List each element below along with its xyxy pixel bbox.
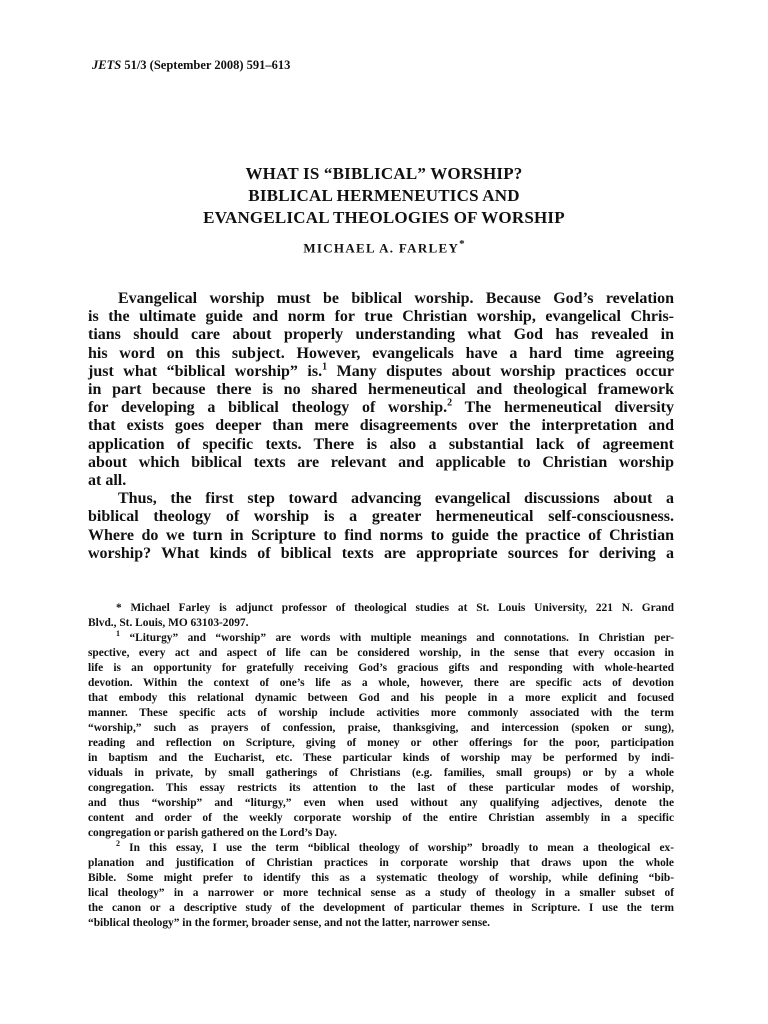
footnote-mark-1: 1 [116,629,120,639]
footnote-line: viduals in private, by small gatherings of Christians (e.g. families, small groups) or by a whole [88,767,674,779]
footnote-line: reading and reflection on Scripture, giving of money or other offerings for the poor, participation [88,737,674,749]
footnote-line: “biblical theology” in the former, broader sense, and not the latter, narrower sense. [88,917,491,929]
footnote-line: Blvd., St. Louis, MO 63103-2097. [88,617,249,629]
body-line: about which biblical texts are relevant and applicable to Christian worship [88,453,674,471]
footnote-line: lical theology” in a narrower or more technical sense as a study of theology in a smaller subset of [88,887,674,899]
footnotes [88,601,674,931]
body-line: is the ultimate guide and norm for true Christian worship, evangelical Chris- [88,308,674,326]
footnote-line: planation and justification of Christian practices in corporate worship that draws upon the whole [88,857,674,869]
body-line: at all. [88,472,127,490]
footnote-line: and thus “worship” and “liturgy,” even when used without any qualifying adjectives, denote the [88,797,674,809]
footnote-line: devotion. Within the context of one’s life as a whole, however, there are specific acts of devotion [88,677,674,689]
body-line: that exists goes deeper than mere disagreements over the interpretation and [88,417,674,435]
title-line-3: EVANGELICAL THEOLOGIES OF WORSHIP [203,208,565,227]
body-line: tians should care about properly understanding what God has revealed in [88,326,674,344]
body-line: just what “biblical worship” is.$^1$ Many disputes about worship practices occur [88,361,674,380]
body-line: in part because there is no shared hermeneutical and theological framework [88,381,674,399]
footnote-ref-2[interactable]: 2 [447,397,453,409]
footnote-line: in baptism and the Eucharist, etc. These particular kinds of worship may be performed by indi- [88,752,674,764]
article-body [88,290,674,563]
title-line-2: BIBLICAL HERMENEUTICS AND [248,186,520,205]
footnote-line: congregation. This essay restricts its attention to the last of these particular modes of worship, [88,782,674,794]
body-line: worship? What kinds of biblical texts are appropriate sources for deriving a [88,544,674,562]
article-title [92,163,676,229]
body-line: biblical theology of worship is a greater hermeneutical self-consciousness. [88,508,674,526]
body-line: application of specific texts. There is also a substantial lack of agreement [88,435,674,453]
footnote-mark-2: 2 [116,839,120,849]
footnote-line: congregation or parish gathered on the Lord’s Day. [88,827,337,839]
journal-issue: 51/3 (September 2008) 591–613 [121,58,291,72]
author-footnote-mark: * [459,238,465,250]
footnote-line: spective, every act and aspect of life can be considered worship, in the sense that every occasion in [88,647,674,659]
body-line: Where do we turn in Scripture to find norms to guide the practice of Christian [88,526,674,544]
body-line: for developing a biblical theology of worship.$^2$ The hermeneutical diversity [88,397,674,417]
author-name: MICHAEL A. FARLEY [303,240,460,256]
title-line-1: WHAT IS “BIBLICAL” WORSHIP? [245,164,523,183]
footnote-line: $^1$ “Liturgy” and “worship” are words with multiple meanings and connotations. In Christian per- [116,629,674,644]
footnote-line: life is an opportunity for gratefully receiving God’s gracious gifts and responding with whole-hearted [88,662,674,674]
footnote-line: the canon or a descriptive study of the development of particular themes in Scripture. I use the term [88,902,674,914]
footnote-line: Bible. Some might prefer to identify this as a systematic theology of worship, while defining “bib- [88,872,674,884]
body-line: Thus, the first step toward advancing evangelical discussions about a [118,490,674,508]
footnote-line: that embody this relational dynamic between God and his people in a more explicit and focused [88,692,674,704]
article-author [92,238,676,256]
journal-citation [92,58,290,73]
footnote-line: content and order of the weekly corporate worship of the entire Christian assembly in a specific [88,812,674,824]
body-line: Evangelical worship must be biblical worship. Because God’s revelation [118,290,674,307]
body-line: his word on this subject. However, evangelicals have a hard time agreeing [88,344,674,362]
footnote-line: $^2$ In this essay, I use the term “biblical theology of worship” broadly to mean a theological ex- [116,839,674,854]
footnote-line: “worship,” such as prayers of confession, praise, thanksgiving, and intercession (spoken or sung), [88,722,674,734]
footnote-ref-1[interactable]: 1 [322,361,328,373]
journal-name: JETS [92,58,122,72]
footnote-line: * Michael Farley is adjunct professor of theological studies at St. Louis University, 221 N. Grand [116,602,674,614]
footnote-line: manner. These specific acts of worship include activities more commonly associated with the term [88,707,674,719]
